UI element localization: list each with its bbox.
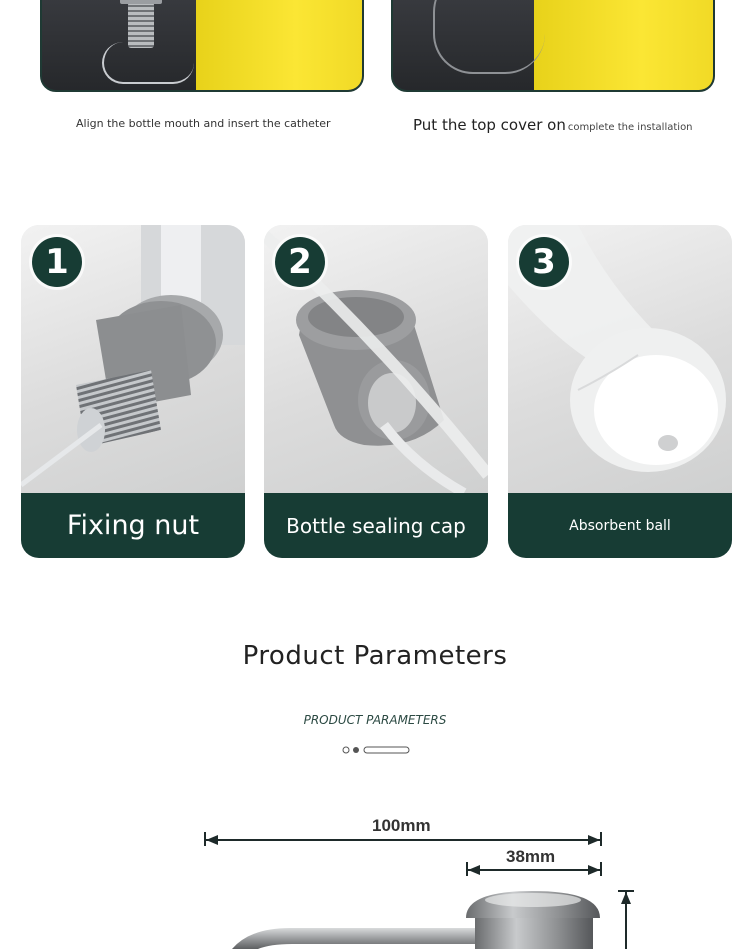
install-photo-top-cover — [391, 0, 715, 92]
install-caption-top-cover-small: complete the installation — [567, 122, 693, 133]
arrow-left-icon — [206, 834, 218, 846]
install-photo-insert-catheter — [40, 0, 364, 92]
arrow-right-icon — [588, 834, 600, 846]
arrow-left-icon — [468, 864, 480, 876]
section-title: Product Parameters — [242, 641, 508, 671]
slide-indicator — [342, 745, 412, 755]
part-label-band — [264, 493, 488, 558]
part-number-badge: 2 — [275, 237, 325, 287]
part-card-absorbent-ball — [508, 225, 732, 558]
dimension-tick — [600, 832, 602, 846]
part-number-badge: 3 — [519, 237, 569, 287]
part-card-bottle-sealing-cap — [264, 225, 488, 558]
part-label-band — [21, 493, 245, 558]
dimension-cap-label: 38mm — [506, 847, 556, 866]
pump-product-image — [220, 888, 610, 949]
dimension-length-line — [205, 839, 601, 841]
part-label: Fixing nut — [66, 510, 200, 541]
arrow-right-icon — [588, 864, 600, 876]
dimension-cap-line — [467, 869, 601, 871]
install-caption-insert: Align the bottle mouth and insert the catheter — [76, 117, 331, 130]
section-subtitle: PRODUCT PARAMETERS — [303, 713, 447, 727]
part-number-badge: 1 — [32, 237, 82, 287]
arrow-up-icon — [620, 892, 632, 904]
install-caption-top-cover-main: Put the top cover on — [413, 116, 566, 134]
part-card-fixing-nut — [21, 225, 245, 558]
dimension-tick — [600, 862, 602, 876]
install-caption-top-cover — [413, 115, 693, 134]
dimension-length-label: 100mm — [372, 816, 431, 835]
part-label: Absorbent ball — [569, 517, 671, 534]
part-label: Bottle sealing cap — [286, 513, 466, 538]
part-label-band — [508, 493, 732, 558]
